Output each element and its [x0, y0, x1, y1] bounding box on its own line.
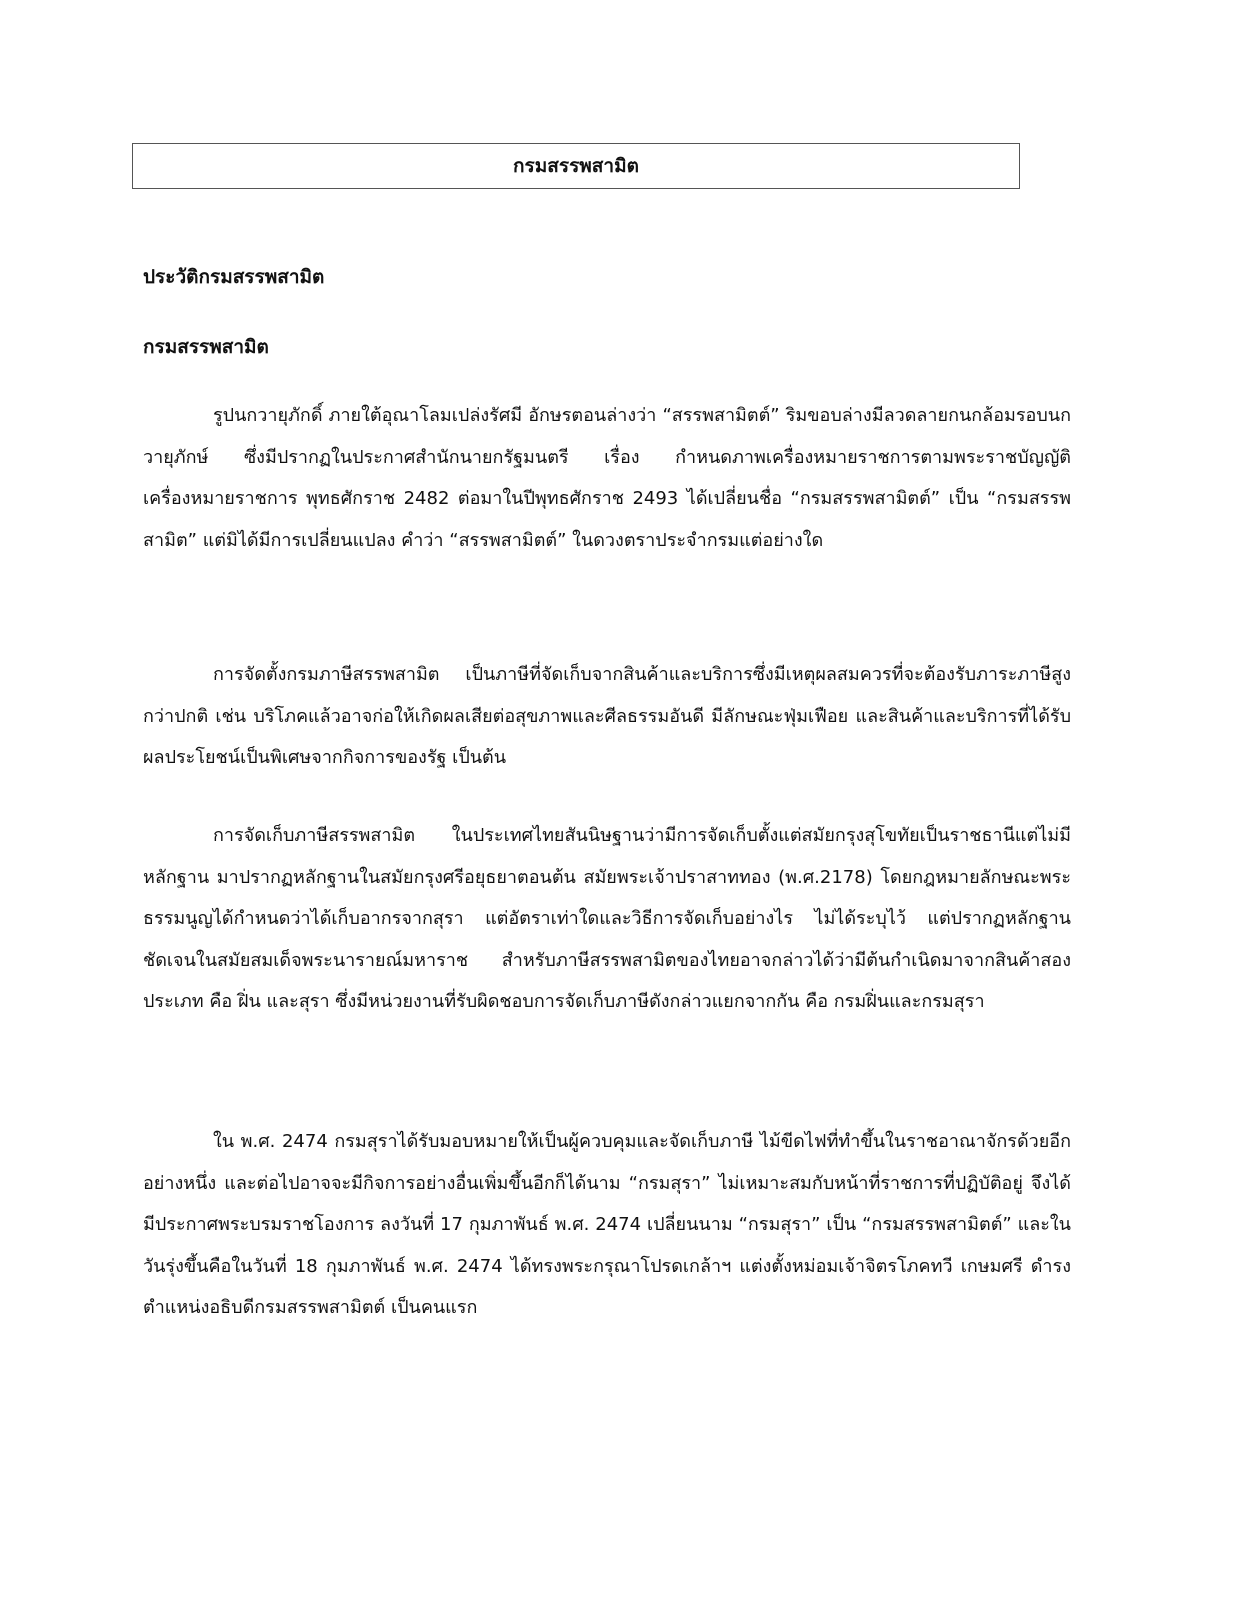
- paragraph-renaming: ใน พ.ศ. 2474 กรมสุราได้รับมอบหมายให้เป็นผู้ควบคุมและจัดเก็บภาษี ไม้ขีดไฟที่ทำขึ้นในราชอาณาจักรด้วยอีกอย่างหนึ่ง และต่อไปอาจจะมีกิจการอย่างอื่นเพิ่มขึ้นอีกก็ได้นาม “กรมสุรา” ไม่เหมาะสมกับหน้าที่ราชการที่ปฏิบัติอยู่ จึงได้มีประกาศพระบรมราชโองการ ลงวันที่ 17 กุมภาพันธ์ พ.ศ. 2474 เปลี่ยนนาม “กรมสุรา” เป็น “กรมสรรพสามิตต์” และในวันรุ่งขึ้นคือในวันที่ 18 กุมภาพันธ์ พ.ศ. 2474 ได้ทรงพระกรุณาโปรดเกล้าฯ แต่งตั้งหม่อมเจ้าจิตรโภคทวี เกษมศรี ดำรงตำแหน่งอธิบดีกรมสรรพสามิตต์ เป็นคนแรก: [143, 1131, 1071, 1319]
- paragraph-establishment: การจัดตั้งกรมภาษีสรรพสามิต เป็นภาษีที่จัดเก็บจากสินค้าและบริการซึ่งมีเหตุผลสมควรที่จะต้องรับภาระภาษีสูงกว่าปกติ เช่น บริโภคแล้วอาจก่อให้เกิดผลเสียต่อสุขภาพและศีลธรรมอันดี มีลักษณะฟุ่มเฟือย และสินค้าและบริการที่ได้รับผลประโยชน์เป็นพิเศษจากกิจการของรัฐ เป็นต้น: [143, 664, 1071, 769]
- document-title: กรมสรรพสามิต: [513, 154, 639, 177]
- paragraph-emblem: รูปนกวายุภักดิ์ ภายใต้อุณาโลมเปล่งรัศมี อักษรตอนล่างว่า “สรรพสามิตต์” ริมขอบล่างมีลวดลายกนกล้อมรอบนกวายุภักษ์ ซึ่งมีปรากฏในประกาศสำนักนายกรัฐมนตรี เรื่อง กำหนดภาพเครื่องหมายราชการตามพระราชบัญญัติเครื่องหมายราชการ พุทธศักราช 2482 ต่อมาในปีพุทธศักราช 2493 ได้เปลี่ยนชื่อ “กรมสรรพสามิตต์” เป็น “กรมสรรพสามิต” แต่มิได้มีการเปลี่ยนแปลง คำว่า “สรรพสามิตต์” ในดวงตราประจำกรมแต่อย่างใด: [143, 405, 1071, 551]
- section-heading-department: กรมสรรพสามิต: [143, 336, 269, 358]
- paragraph-tax-collection-history: การจัดเก็บภาษีสรรพสามิต ในประเทศไทยสันนิษฐานว่ามีการจัดเก็บตั้งแต่สมัยกรุงสุโขทัยเป็นราชธานีแต่ไม่มีหลักฐาน มาปรากฏหลักฐานในสมัยกรุงศรีอยุธยาตอนต้น สมัยพระเจ้าปราสาททอง (พ.ศ.2178) โดยกฎหมายลักษณะพระธรรมนูญได้กำหนดว่าได้เก็บอากรจากสุรา แต่อัตราเท่าใดและวิธีการจัดเก็บอย่างไร ไม่ได้ระบุไว้ แต่ปรากฏหลักฐานชัดเจนในสมัยสมเด็จพระนารายณ์มหาราช สำหรับภาษีสรรพสามิตของไทยอาจกล่าวได้ว่ามีต้นกำเนิดมาจากสินค้าสองประเภท คือ ฝิ่น และสุรา ซึ่งมีหน่วยงานที่รับผิดชอบการจัดเก็บภาษีดังกล่าวแยกจากกัน คือ กรมฝิ่นและกรมสุรา: [143, 825, 1071, 1013]
- title-box: [132, 143, 1020, 189]
- section-heading-history: ประวัติกรมสรรพสามิต: [143, 266, 325, 288]
